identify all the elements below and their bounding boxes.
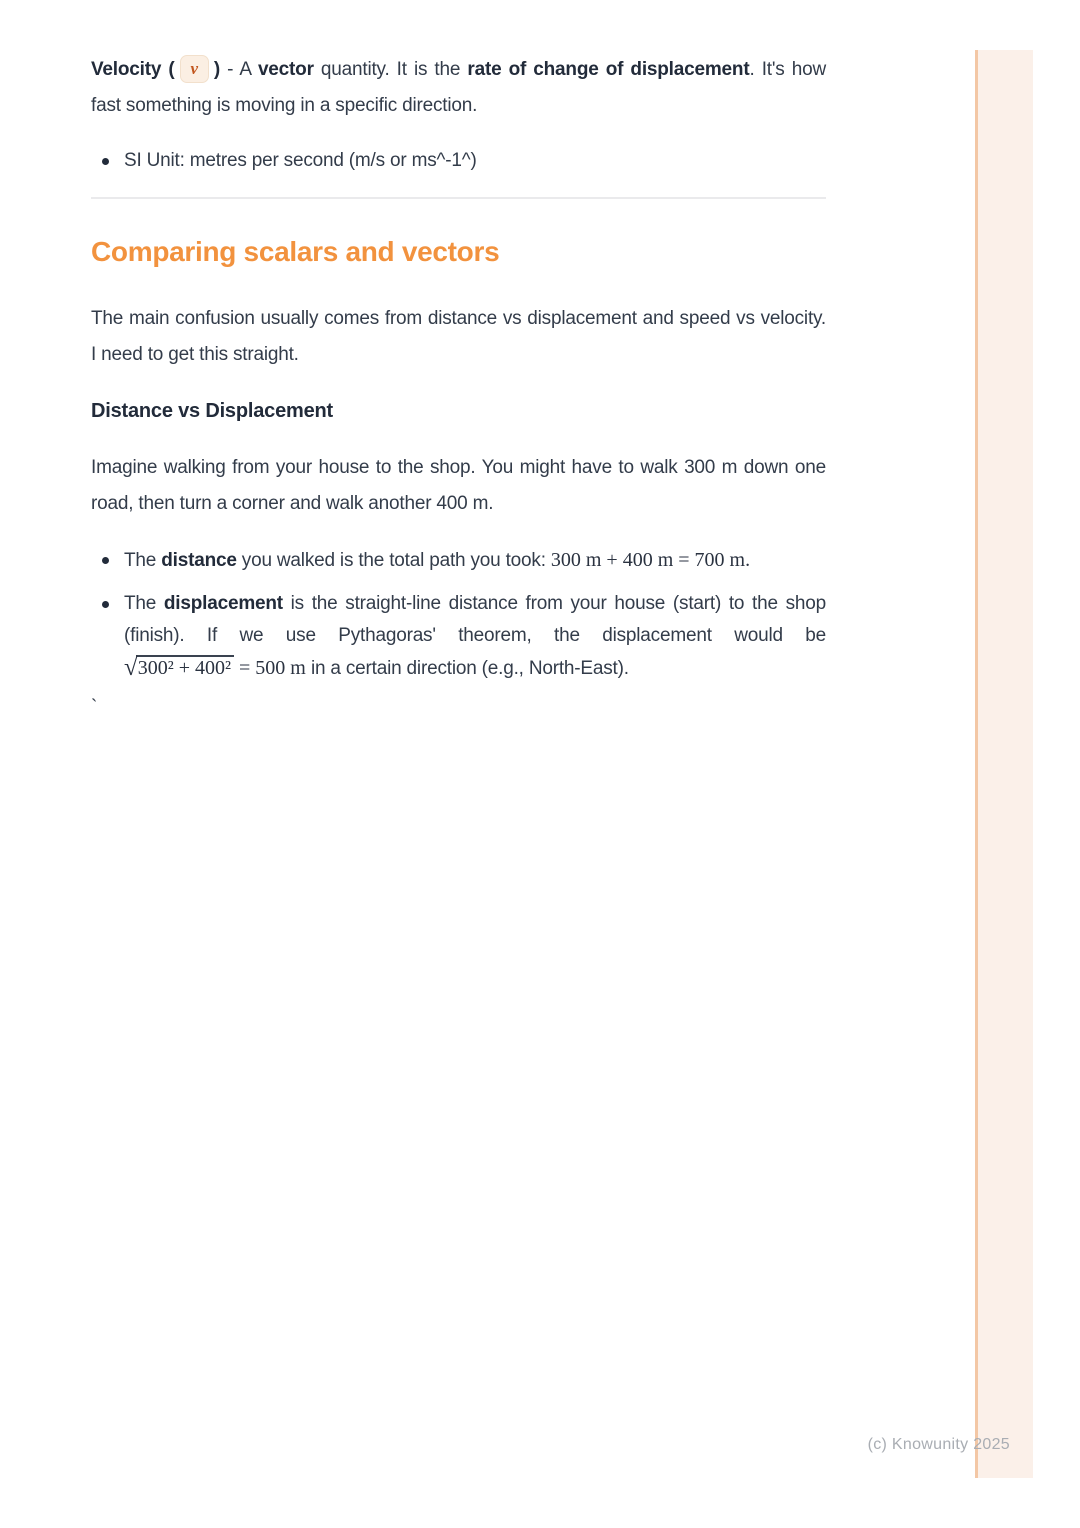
- text-run: in a certain direction (e.g., North-East).: [305, 658, 629, 679]
- text-run: . It's how fast something is moving in a specific direction.: [91, 59, 826, 116]
- subsection-heading: Distance vs Displacement: [91, 400, 333, 422]
- watermark: (c) Knowunity 2025: [867, 1436, 1010, 1453]
- document-content: [91, 0, 826, 720]
- velocity-definition-paragraph: [91, 0, 826, 124]
- list-item-displacement: [91, 588, 826, 685]
- bold-text-run: ): [213, 59, 220, 80]
- text-run: The: [124, 593, 164, 614]
- velocity-symbol-chip: v: [180, 55, 209, 83]
- text-run: The: [124, 550, 162, 571]
- section-heading: Comparing scalars and vectors: [91, 236, 500, 267]
- text-run: - A: [220, 59, 258, 80]
- comparison-list: [91, 544, 826, 685]
- text-run: is the straight-line distance from your house (start) to the shop (finish). If we use Pythagoras' theorem, the displacement would be: [124, 593, 826, 646]
- page-edge-strip: [975, 50, 1033, 1478]
- sqrt-expression: √300² + 400²: [124, 657, 234, 679]
- list-item-si-unit: [91, 145, 826, 177]
- bold-text-run: Velocity (: [91, 59, 175, 80]
- list-item-distance: [91, 544, 826, 577]
- text-run: quantity. It is the: [313, 59, 468, 80]
- bold-text-run: displacement: [163, 593, 283, 614]
- bold-text-run: rate of change of displacement: [467, 59, 750, 80]
- bold-text-run: distance: [161, 550, 237, 571]
- text-run: you walked is the total path you took:: [236, 550, 551, 571]
- si-unit-text: SI Unit: metres per second (m/s or ms^-1^): [124, 150, 477, 171]
- math-expression: 300 m + 400 m = 700 m.: [550, 549, 751, 571]
- stray-backtick: `: [91, 697, 98, 718]
- math-expression: = 500 m: [234, 657, 306, 679]
- example-paragraph: Imagine walking from your house to the shop. You might have to walk 300 m down one road, then turn a corner and walk another 400 m.: [91, 457, 826, 514]
- section-divider: [91, 197, 826, 199]
- intro-paragraph: The main confusion usually comes from distance vs displacement and speed vs velocity. I need to get this straight.: [91, 308, 826, 365]
- bold-text-run: vector: [257, 59, 314, 80]
- si-unit-list: [91, 145, 826, 177]
